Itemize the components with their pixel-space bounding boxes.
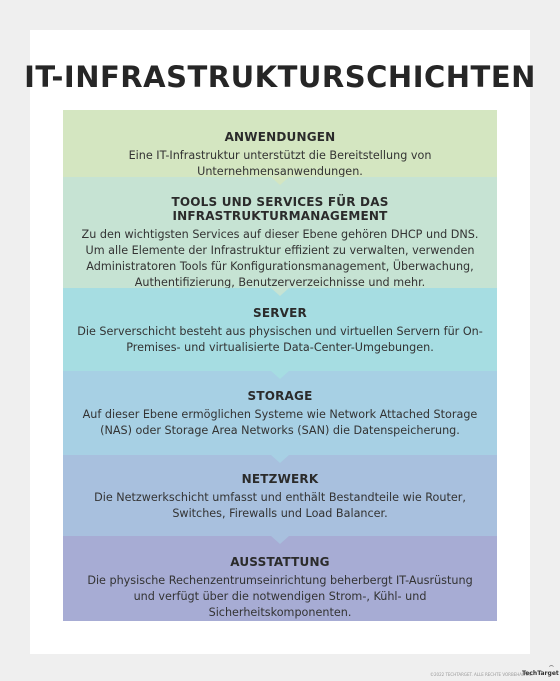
layer-description: Die Netzwerkschicht umfasst und enthält Bestandteile wie Router, Switches, Firewalls und Load Balancer. [94,491,466,520]
logo-text: TechTarget [522,670,559,677]
layer-ausstattung [63,536,497,621]
layer-title: AUSSTATTUNG [230,555,330,569]
layer-description: Die physische Rechenzentrumseinrichtung beherbergt IT-Ausrüstung und verfügt über die notwendigen Strom-, Kühl- und Sicherheitskomponenten. [87,574,473,619]
layer-netzwerk [63,455,497,536]
layer-title: TOOLS UND SERVICES FÜR DAS INFRASTRUKTURMANAGEMENT [171,195,389,223]
layer-description: Eine IT-Infrastruktur unterstützt die Bereitstellung von Unternehmensanwendungen. [128,149,432,178]
layer-title: SERVER [252,306,307,320]
layer-description: Zu den wichtigsten Services auf dieser Ebene gehören DHCP und DNS. Um alle Elemente der Infrastruktur effizient zu verwalten, verwenden Administratoren Tools für Konfigurationsmanagement, Überwachung, Authentifizierung, Benutzerverzeichnisse und mehr. [81,228,479,289]
layer-title: ANWENDUNGEN [224,130,336,144]
layer-server [63,288,497,371]
layer-title: STORAGE [247,389,313,403]
layer-stack [63,110,497,621]
logo-swoosh-icon: ⌢ [548,661,554,670]
layer-description: Auf dieser Ebene ermöglichen Systeme wie Network Attached Storage (NAS) oder Storage Area Networks (SAN) die Datenspeicherung. [82,408,478,437]
layer-tools-services [63,177,497,288]
layer-storage [63,371,497,455]
layer-title: NETZWERK [241,472,319,486]
layer-anwendungen [63,110,497,177]
copyright-text: ©2022 TECHTARGET. ALLE RECHTE VORBEHALTEN. [430,672,533,677]
techtarget-logo [522,661,559,677]
layer-description: Die Serverschicht besteht aus physischen und virtuellen Servern für On-Premises- und virtualisierte Data-Center-Umgebungen. [77,325,483,354]
page-title: IT-INFRASTRUKTURSCHICHTEN [24,60,536,94]
